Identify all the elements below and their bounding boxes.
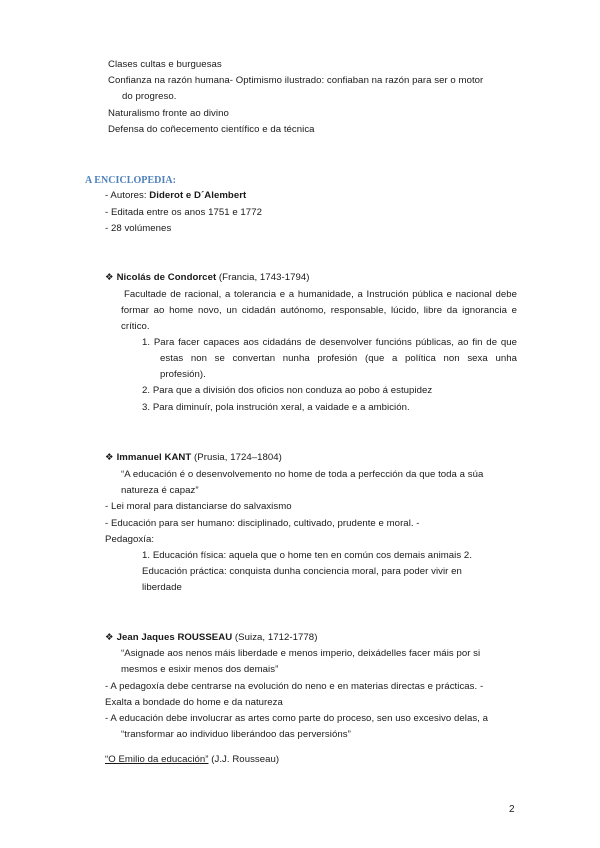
- rousseau-line: “transformar ao individuo liberándoo das perversións”: [121, 729, 351, 740]
- condorcet-point-1: 1. Para facer capaces aos cidadáns de desenvolver funcións públicas, ao fin de que: [142, 337, 517, 348]
- condorcet-point-2: 2. Para que a división dos oficios non conduza ao pobo á estupidez: [142, 385, 433, 396]
- enciclopedia-authors: [105, 189, 246, 202]
- kant-education-line: Educación práctica: conquista dunha conciencia moral, para poder vivir en: [142, 566, 462, 577]
- kant-origin: (Prusia, 1724–1804): [191, 452, 282, 463]
- authors-prefix: - Autores:: [105, 190, 150, 201]
- book-author: (J.J. Rousseau): [208, 754, 280, 765]
- condorcet-desc-line: crítico.: [121, 321, 150, 332]
- rousseau-quote-line: mesmos e esixir menos dos demais”: [121, 664, 279, 675]
- page-number: 2: [509, 804, 515, 815]
- kant-education-line: 1. Educación física: aquela que o home ten en común cos demais animais 2.: [142, 550, 473, 561]
- intro-item-text: Naturalismo fronte ao divino: [108, 108, 229, 119]
- condorcet-point-1-cont: profesión).: [160, 369, 206, 380]
- enciclopedia-heading: A ENCICLOPEDIA:: [85, 175, 177, 186]
- diamond-bullet-icon: ❖: [105, 452, 114, 463]
- kant-quote-line: “A educación é o desenvolvemento no home de toda a perfección da que toda a súa: [121, 469, 484, 480]
- intro-item-1: [106, 58, 222, 72]
- condorcet-desc-line: formar ao home novo, un cidadán autónomo, responsable, lúcido, libre da ignorancia e: [121, 305, 517, 316]
- kant-pedagoxia: Pedagoxía:: [105, 534, 155, 545]
- diamond-bullet-icon: ❖: [105, 632, 114, 643]
- intro-item-text: Defensa do coñecemento científico e da técnica: [108, 124, 315, 135]
- intro-item-2-cont: do progreso.: [122, 91, 177, 102]
- enciclopedia-volumes: - 28 volúmenes: [105, 223, 172, 234]
- condorcet-name: Nicolás de Condorcet: [116, 272, 217, 283]
- intro-item-2: [106, 74, 483, 88]
- enciclopedia-edited: - Editada entre os anos 1751 e 1772: [105, 207, 262, 218]
- kant-line: - Educación para ser humano: disciplinado, cultivado, prudente e moral. -: [105, 518, 420, 529]
- rousseau-title: [105, 631, 317, 644]
- rousseau-line: - A pedagoxía debe centrarse na evolución do neno e en materias directas e prácticas. -: [105, 681, 484, 692]
- kant-quote-line: natureza é capaz”: [121, 485, 199, 496]
- intro-item-text: Clases cultas e burguesas: [108, 59, 222, 70]
- rousseau-name: Jean Jaques ROUSSEAU: [116, 632, 233, 643]
- intro-item-4: [106, 123, 315, 137]
- rousseau-origin: (Suiza, 1712-1778): [232, 632, 318, 643]
- condorcet-title: [105, 271, 310, 284]
- rousseau-quote-line: “Asignade aos nenos máis liberdade e menos imperio, deixádelles facer máis por si: [121, 648, 481, 659]
- kant-line: - Lei moral para distanciarse do salvaxismo: [105, 501, 292, 512]
- intro-item-text: Confianza na razón humana- Optimismo ilustrado: confiaban na razón para ser o motor: [108, 75, 484, 86]
- rousseau-book: [105, 753, 279, 766]
- authors-names: Diderot e D´Alembert: [149, 190, 247, 201]
- condorcet-point-1-cont: estas non se convertan nunha profesión (que a política non sexa unha: [160, 353, 517, 364]
- intro-item-3: [106, 107, 229, 121]
- rousseau-line: - A educación debe involucrar as artes como parte do proceso, sen uso excesivo delas, a: [105, 713, 488, 724]
- condorcet-origin: (Francia, 1743-1794): [216, 272, 310, 283]
- condorcet-desc-line: Facultade de racional, a tolerancia e a humanidade, a Instrución pública e nacional debe: [124, 289, 517, 300]
- condorcet-point-3: 3. Para diminuír, pola instrución xeral, a vaidade e a ambición.: [142, 402, 410, 413]
- rousseau-line: Exalta a bondade do home e da natureza: [105, 697, 283, 708]
- book-title: “O Emilio da educación”: [105, 754, 209, 765]
- kant-name: Immanuel KANT: [116, 452, 192, 463]
- diamond-bullet-icon: ❖: [105, 272, 114, 283]
- kant-education-line: liberdade: [142, 582, 182, 593]
- kant-title: [105, 451, 282, 464]
